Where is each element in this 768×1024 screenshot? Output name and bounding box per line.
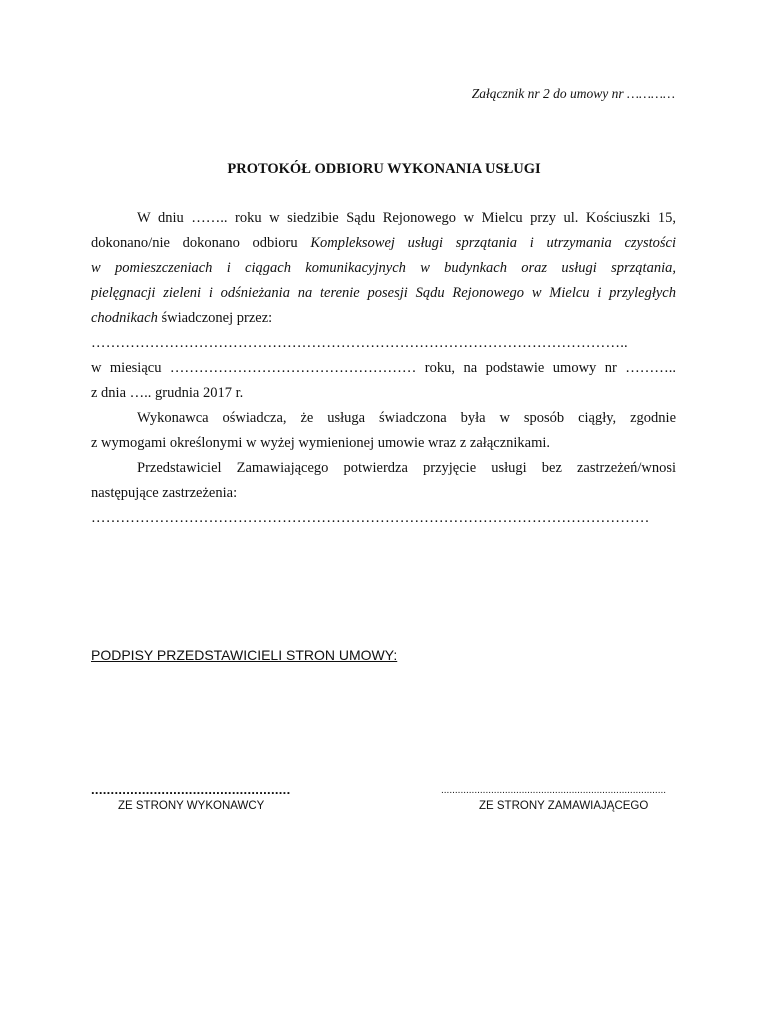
client-signature-label: ZE STRONY ZAMAWIAJĄCEGO xyxy=(479,800,649,812)
contractor-signature-line: ................................................... xyxy=(91,782,291,797)
service-name-part-2: w pomieszczeniach i ciągach komunikacyjnych w budynkach oraz usługi sprzątania, xyxy=(91,260,676,276)
paragraph-line-1: W dniu …….. roku w siedzibie Sądu Rejonowego w Mielcu przy ul. Kościuszki 15, xyxy=(137,210,676,226)
contractor-signature-label: ZE STRONY WYKONAWCY xyxy=(118,800,265,812)
service-name-part-4: chodnikach xyxy=(91,310,158,326)
annex-reference: Załącznik nr 2 do umowy nr ………… xyxy=(471,86,675,101)
contractor-fill-line: ……………………………………………………………………………………………….. xyxy=(91,335,628,351)
paragraph-line-3 xyxy=(91,260,676,277)
contractor-statement-line-2: z wymogami określonymi w wyżej wymienionej umowie wraz z załącznikami. xyxy=(91,435,551,451)
line5-plain-text: świadczonej przez: xyxy=(157,310,273,326)
contract-date-line: z dnia ….. grudnia 2017 r. xyxy=(91,385,244,401)
month-contract-line: w miesiącu …………………………………………… roku, na podstawie umowy nr ……….. xyxy=(91,360,676,376)
acceptance-line-1: Przedstawiciel Zamawiającego potwierdza przyjęcie usługi bez zastrzeżeń/wnosi xyxy=(137,460,676,476)
document-title: PROTOKÓŁ ODBIORU WYKONANIA USŁUGI xyxy=(227,161,541,177)
contractor-statement-line-1: Wykonawca oświadcza, że usługa świadczona była w sposób ciągły, zgodnie xyxy=(137,410,676,426)
paragraph-line-4 xyxy=(91,285,676,302)
paragraph-line-2 xyxy=(91,235,676,252)
reservations-fill-line: …………………………………………………………………………………………………… xyxy=(91,510,650,526)
service-name-part-3: pielęgnacji zieleni i odśnieżania na terenie posesji Sądu Rejonowego w Mielcu i przyległych xyxy=(91,285,676,301)
client-signature-line: ................................................................................. xyxy=(441,785,667,796)
service-name-part-1: Kompleksowej usługi sprzątania i utrzymania czystości xyxy=(310,235,676,251)
line2-plain-text: dokonano/nie dokonano odbioru xyxy=(91,235,311,251)
acceptance-line-2: następujące zastrzeżenia: xyxy=(91,485,238,501)
signatures-heading: PODPISY PRZEDSTAWICIELI STRON UMOWY: xyxy=(91,647,398,663)
paragraph-line-5 xyxy=(91,310,676,327)
